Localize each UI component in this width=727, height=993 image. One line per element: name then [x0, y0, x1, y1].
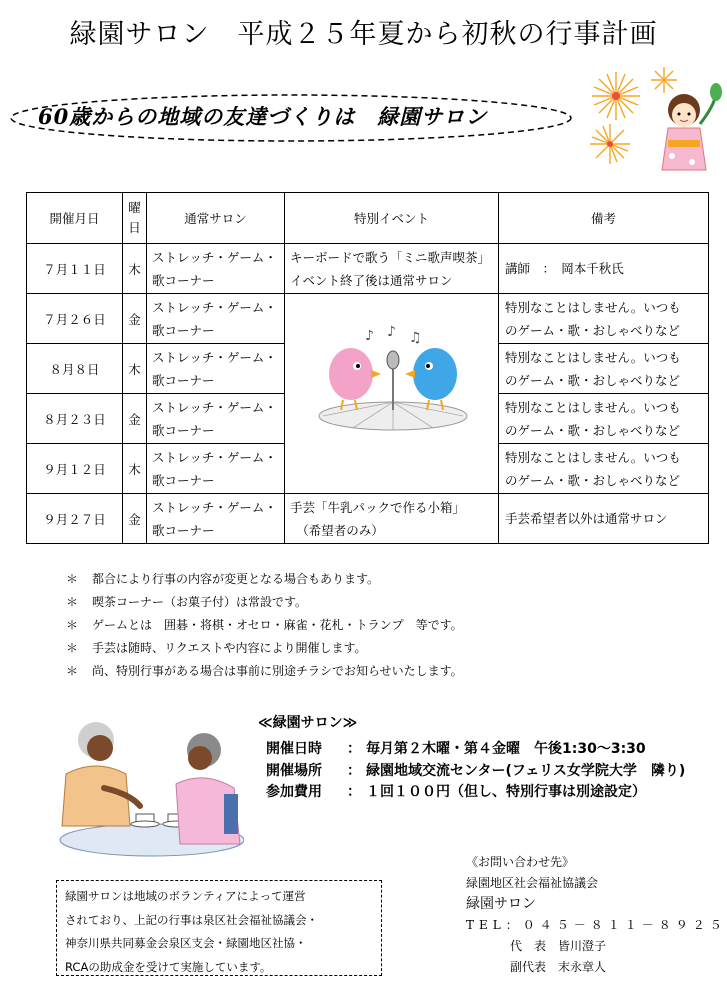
- salon-line2: 歌コーナー: [152, 322, 215, 338]
- event-line1: 手芸「牛乳パックで作る小箱」: [290, 499, 466, 515]
- volunteer-line: 神奈川県共同募金会泉区支会・緑園地区社協・: [65, 936, 307, 950]
- row-date: ７月１１日: [27, 244, 123, 294]
- header-salon: 通常サロン: [147, 193, 285, 244]
- fee-value: １回１００円（但し、特別行事は別途設定）: [366, 784, 646, 800]
- note-line2: のゲーム・歌・おしゃべりなど: [505, 322, 681, 338]
- info-venue-row: [266, 760, 685, 780]
- event-line2: イベント終了後は通常サロン: [290, 272, 453, 288]
- note-line1: 特別なことはしません。いつも: [505, 349, 681, 365]
- salon-line1: ストレッチ・ゲーム・: [152, 249, 277, 265]
- note-mark: ＊: [66, 618, 79, 632]
- row-salon: [147, 494, 285, 544]
- salon-line1: ストレッチ・ゲーム・: [152, 299, 277, 315]
- info-heading: ≪緑園サロン≫: [258, 715, 358, 731]
- list-item: [66, 568, 463, 591]
- contact-salon: 緑園サロン: [466, 896, 536, 912]
- salon-line2: 歌コーナー: [152, 422, 215, 438]
- salon-line2: 歌コーナー: [152, 372, 215, 388]
- row-note: [499, 294, 709, 344]
- note-text: 手芸は随時、リクエストや内容により開催します。: [92, 641, 367, 655]
- list-item: [66, 660, 463, 683]
- svg-text:♪: ♪: [365, 328, 374, 344]
- row-day: 木: [123, 344, 147, 394]
- row-salon: [147, 444, 285, 494]
- salon-line2: 歌コーナー: [152, 522, 215, 538]
- note-text: 尚、特別行事がある場合は事前に別途チラシでお知らせいたします。: [92, 664, 463, 678]
- salon-line1: ストレッチ・ゲーム・: [152, 349, 277, 365]
- row-note: [499, 394, 709, 444]
- row-date: ８月８日: [27, 344, 123, 394]
- slogan-text: 60歳からの地域の友達づくりは 緑園サロン: [38, 104, 488, 129]
- colon: ：: [347, 763, 361, 779]
- row-date: ９月２７日: [27, 494, 123, 544]
- volunteer-line: RCAの助成金を受けて実施しています。: [65, 959, 272, 974]
- volunteer-line: 緑園サロンは地域のボランティアによって運営: [65, 889, 306, 903]
- row-salon: [147, 294, 285, 344]
- venue-value: 緑園地域交流センター(フェリス女学院大学 隣り): [366, 763, 686, 779]
- row-day: 木: [123, 444, 147, 494]
- salon-line1: ストレッチ・ゲーム・: [152, 399, 277, 415]
- note-text: 喫茶コーナー（お菓子付）は常設です。: [92, 595, 308, 609]
- fee-label: 参加費用: [266, 784, 322, 800]
- header-day: [123, 193, 147, 244]
- row-date: ８月２３日: [27, 394, 123, 444]
- row-date: ９月１２日: [27, 444, 123, 494]
- volunteer-line: されており、上記の行事は泉区社会福祉協議会・: [65, 912, 318, 927]
- list-item: [66, 637, 463, 660]
- volunteer-notice-box: [56, 880, 382, 976]
- table-row: [27, 494, 709, 544]
- salon-line1: ストレッチ・ゲーム・: [152, 449, 277, 465]
- schedule-label: 開催日時: [266, 741, 322, 757]
- note-line2: のゲーム・歌・おしゃべりなど: [505, 472, 681, 488]
- list-item: [66, 591, 463, 614]
- row-note: [499, 444, 709, 494]
- table-row: [27, 294, 709, 344]
- colon: ：: [347, 741, 361, 757]
- note-mark: ＊: [66, 641, 79, 655]
- note-line2: のゲーム・歌・おしゃべりなど: [505, 422, 681, 438]
- row-day: 金: [123, 294, 147, 344]
- note-text: 都合により行事の内容が変更となる場合もあります。: [92, 572, 380, 586]
- row-day: 木: [123, 244, 147, 294]
- note-mark: ＊: [66, 595, 79, 609]
- singing-birds-illustration: [313, 324, 473, 434]
- row-note: [499, 344, 709, 394]
- header-day-line1: 曜: [128, 200, 141, 215]
- page-title: 緑園サロン 平成２５年夏から初秋の行事計画: [69, 19, 658, 50]
- event-line2: （希望者のみ）: [290, 522, 384, 538]
- header-event: 特別イベント: [285, 193, 499, 244]
- row-note: 手芸希望者以外は通常サロン: [499, 494, 709, 544]
- salon-line2: 歌コーナー: [152, 272, 215, 288]
- list-item: [66, 614, 463, 637]
- row-day: 金: [123, 394, 147, 444]
- salon-line2: 歌コーナー: [152, 472, 215, 488]
- contact-tel: TEL：０４５－８１１－８９２５: [466, 918, 727, 932]
- salon-line1: ストレッチ・ゲーム・: [152, 499, 277, 515]
- note-line2: のゲーム・歌・おしゃべりなど: [505, 372, 681, 388]
- note-line1: 特別なことはしません。いつも: [505, 299, 681, 315]
- table-row: [27, 244, 709, 294]
- row-event: [285, 244, 499, 294]
- contact-rep: 代 表 皆川澄子: [510, 939, 607, 953]
- note-text: ゲームとは 囲碁・将棋・オセロ・麻雀・花札・トランプ 等です。: [92, 618, 463, 632]
- note-mark: ＊: [66, 664, 79, 678]
- event-line1: キーボードで歌う「ミニ歌声喫茶」: [290, 249, 491, 265]
- header-day-line2: 日: [128, 220, 141, 235]
- schedule-value: 毎月第２木曜・第４金曜 午後1:30～3:30: [366, 741, 646, 757]
- row-date: ７月２６日: [27, 294, 123, 344]
- row-note: 講師 ： 岡本千秋氏: [499, 244, 709, 294]
- svg-text:♪: ♪: [387, 324, 396, 340]
- info-fee-row: [266, 781, 646, 801]
- row-salon: [147, 344, 285, 394]
- contact-block: [466, 852, 727, 978]
- note-line1: 特別なことはしません。いつも: [505, 449, 681, 465]
- table-header-row: [27, 193, 709, 244]
- contact-org: 緑園地区社会福祉協議会: [466, 876, 599, 890]
- row-salon: [147, 394, 285, 444]
- row-salon: [147, 244, 285, 294]
- tea-ladies-illustration: [44, 714, 244, 864]
- schedule-table: [26, 192, 709, 544]
- note-line1: 特別なことはしません。いつも: [505, 399, 681, 415]
- info-schedule-row: [266, 738, 646, 758]
- svg-text:♫: ♫: [409, 330, 422, 346]
- row-event: [285, 494, 499, 544]
- note-mark: ＊: [66, 572, 79, 586]
- contact-heading: 《お問い合わせ先》: [466, 855, 575, 869]
- contact-vice: 副代表 末永章人: [510, 960, 607, 974]
- birds-illustration-cell: [285, 294, 499, 494]
- row-day: 金: [123, 494, 147, 544]
- venue-label: 開催場所: [266, 763, 322, 779]
- fireworks-girl-illustration: [582, 66, 722, 176]
- header-date: 開催月日: [27, 193, 123, 244]
- header-note: 備考: [499, 193, 709, 244]
- notes-list: [66, 568, 463, 683]
- colon: ：: [347, 784, 361, 800]
